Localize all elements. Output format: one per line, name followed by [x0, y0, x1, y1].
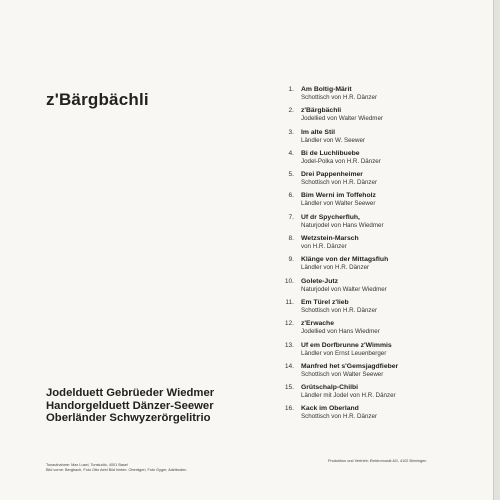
track-item: [280, 405, 480, 426]
track-item: [280, 299, 480, 320]
track-item: [280, 342, 480, 363]
track-number: 13.: [284, 341, 294, 349]
track-number: 15.: [284, 384, 294, 392]
track-title: z'Erwache: [301, 320, 334, 328]
track-title: Golete-Jutz: [301, 277, 339, 285]
track-item: [280, 320, 480, 341]
artist-name: Handorgelduett Dänzer-Seewer: [46, 399, 214, 412]
track-credit: Ländler von Walter Seewer: [301, 200, 376, 208]
track-list: [280, 86, 480, 427]
track-credit: Schottisch von H.R. Dänzer: [301, 179, 377, 187]
track-title: Kack im Oberland: [301, 405, 359, 413]
track-item: [280, 150, 480, 171]
track-item: [280, 129, 480, 150]
track-title: Drei Pappenheimer: [301, 171, 363, 179]
track-title: Bi de Luchlibuebe: [301, 149, 360, 157]
track-credit: Jodellied von Hans Wiedmer: [301, 328, 380, 336]
credits-line: Bild vorne: Bergbach, Foto Otto Aebi Bild hinten: Oberägeri, Foto Gyger, Adelboden: [46, 468, 187, 472]
track-number: 10.: [284, 277, 294, 285]
credits-line: Tonaufnahme: Max Lusel, Tonstudio, 4001 Basel: [46, 463, 128, 467]
track-item: [280, 235, 480, 256]
cover-edge: [494, 0, 500, 500]
track-title: Klänge von der Mittagsfluh: [301, 256, 389, 264]
track-number: 5.: [288, 171, 294, 179]
track-title: Im alte Stil: [301, 128, 335, 136]
track-number: 1.: [288, 86, 294, 93]
track-number: 11.: [285, 298, 294, 306]
track-title: Grütschalp-Chilbi: [301, 384, 359, 392]
track-credit: Naturjodel von Walter Wiedmer: [301, 285, 387, 293]
track-number: 12.: [284, 320, 294, 328]
track-item: [280, 171, 480, 192]
producer-line: Produktion und Vertrieb: Elektromusik AG, 4102 Binningen: [328, 459, 427, 463]
track-credit: Jodellied von Walter Wiedmer: [301, 115, 383, 123]
track-title: Em Türel z'lieb: [301, 298, 349, 306]
artist-name: Oberländer Schwyzerörgelitrio: [46, 412, 211, 424]
track-title: Manfred het s'Gemsjagdfieber: [301, 362, 399, 370]
track-item: [280, 214, 480, 235]
track-title: Am Boltig-Märit: [301, 86, 352, 93]
artist-name: Jodelduett Gebrüeder Wiedmer: [46, 387, 215, 399]
track-item: [280, 256, 480, 277]
track-number: 9.: [288, 256, 294, 264]
track-credit: von H.R. Dänzer: [301, 243, 347, 251]
track-credit: Jodel-Polka von H.R. Dänzer: [301, 157, 381, 165]
track-credit: Ländler von W. Seewer: [301, 136, 365, 144]
track-item: [280, 278, 480, 299]
track-item: [280, 192, 480, 213]
track-title: z'Bärgbächli: [301, 107, 342, 115]
track-title: Wetzstein-Marsch: [301, 235, 359, 243]
track-number: 8.: [288, 235, 294, 243]
track-number: 16.: [284, 405, 294, 413]
track-number: 4.: [288, 149, 294, 157]
track-item: [280, 86, 480, 107]
track-credit: Ländler von H.R. Dänzer: [301, 264, 370, 272]
track-number: 6.: [288, 192, 294, 200]
track-number: 2.: [288, 107, 294, 115]
track-credit: Schottisch von Walter Seewer: [301, 370, 384, 378]
track-title: Uf em Dorfbrunne z'Wimmis: [301, 341, 392, 349]
track-credit: Schottisch von H.R. Dänzer: [301, 306, 377, 314]
track-credit: Ländler von Ernst Leuenberger: [301, 349, 387, 357]
track-item: [280, 107, 480, 128]
credits-block: [46, 463, 186, 473]
track-item: [280, 384, 480, 405]
track-title: Uf dr Spycherfluh,: [301, 213, 360, 221]
track-credit: Schottisch von H.R. Dänzer: [301, 94, 377, 101]
artists-block: [46, 387, 214, 425]
track-title: Bim Werni im Toffeholz: [301, 192, 376, 200]
album-title: z'Bärgbächli: [46, 90, 149, 109]
track-number: 3.: [288, 128, 294, 136]
track-credit: Schottisch von H.R. Dänzer: [301, 413, 377, 421]
track-item: [280, 363, 480, 384]
track-credit: Naturjodel von Hans Wiedmer: [301, 221, 384, 229]
track-number: 7.: [288, 213, 294, 221]
track-number: 14.: [284, 362, 294, 370]
track-credit: Ländler mit Jodel von H.R. Dänzer: [301, 392, 396, 400]
